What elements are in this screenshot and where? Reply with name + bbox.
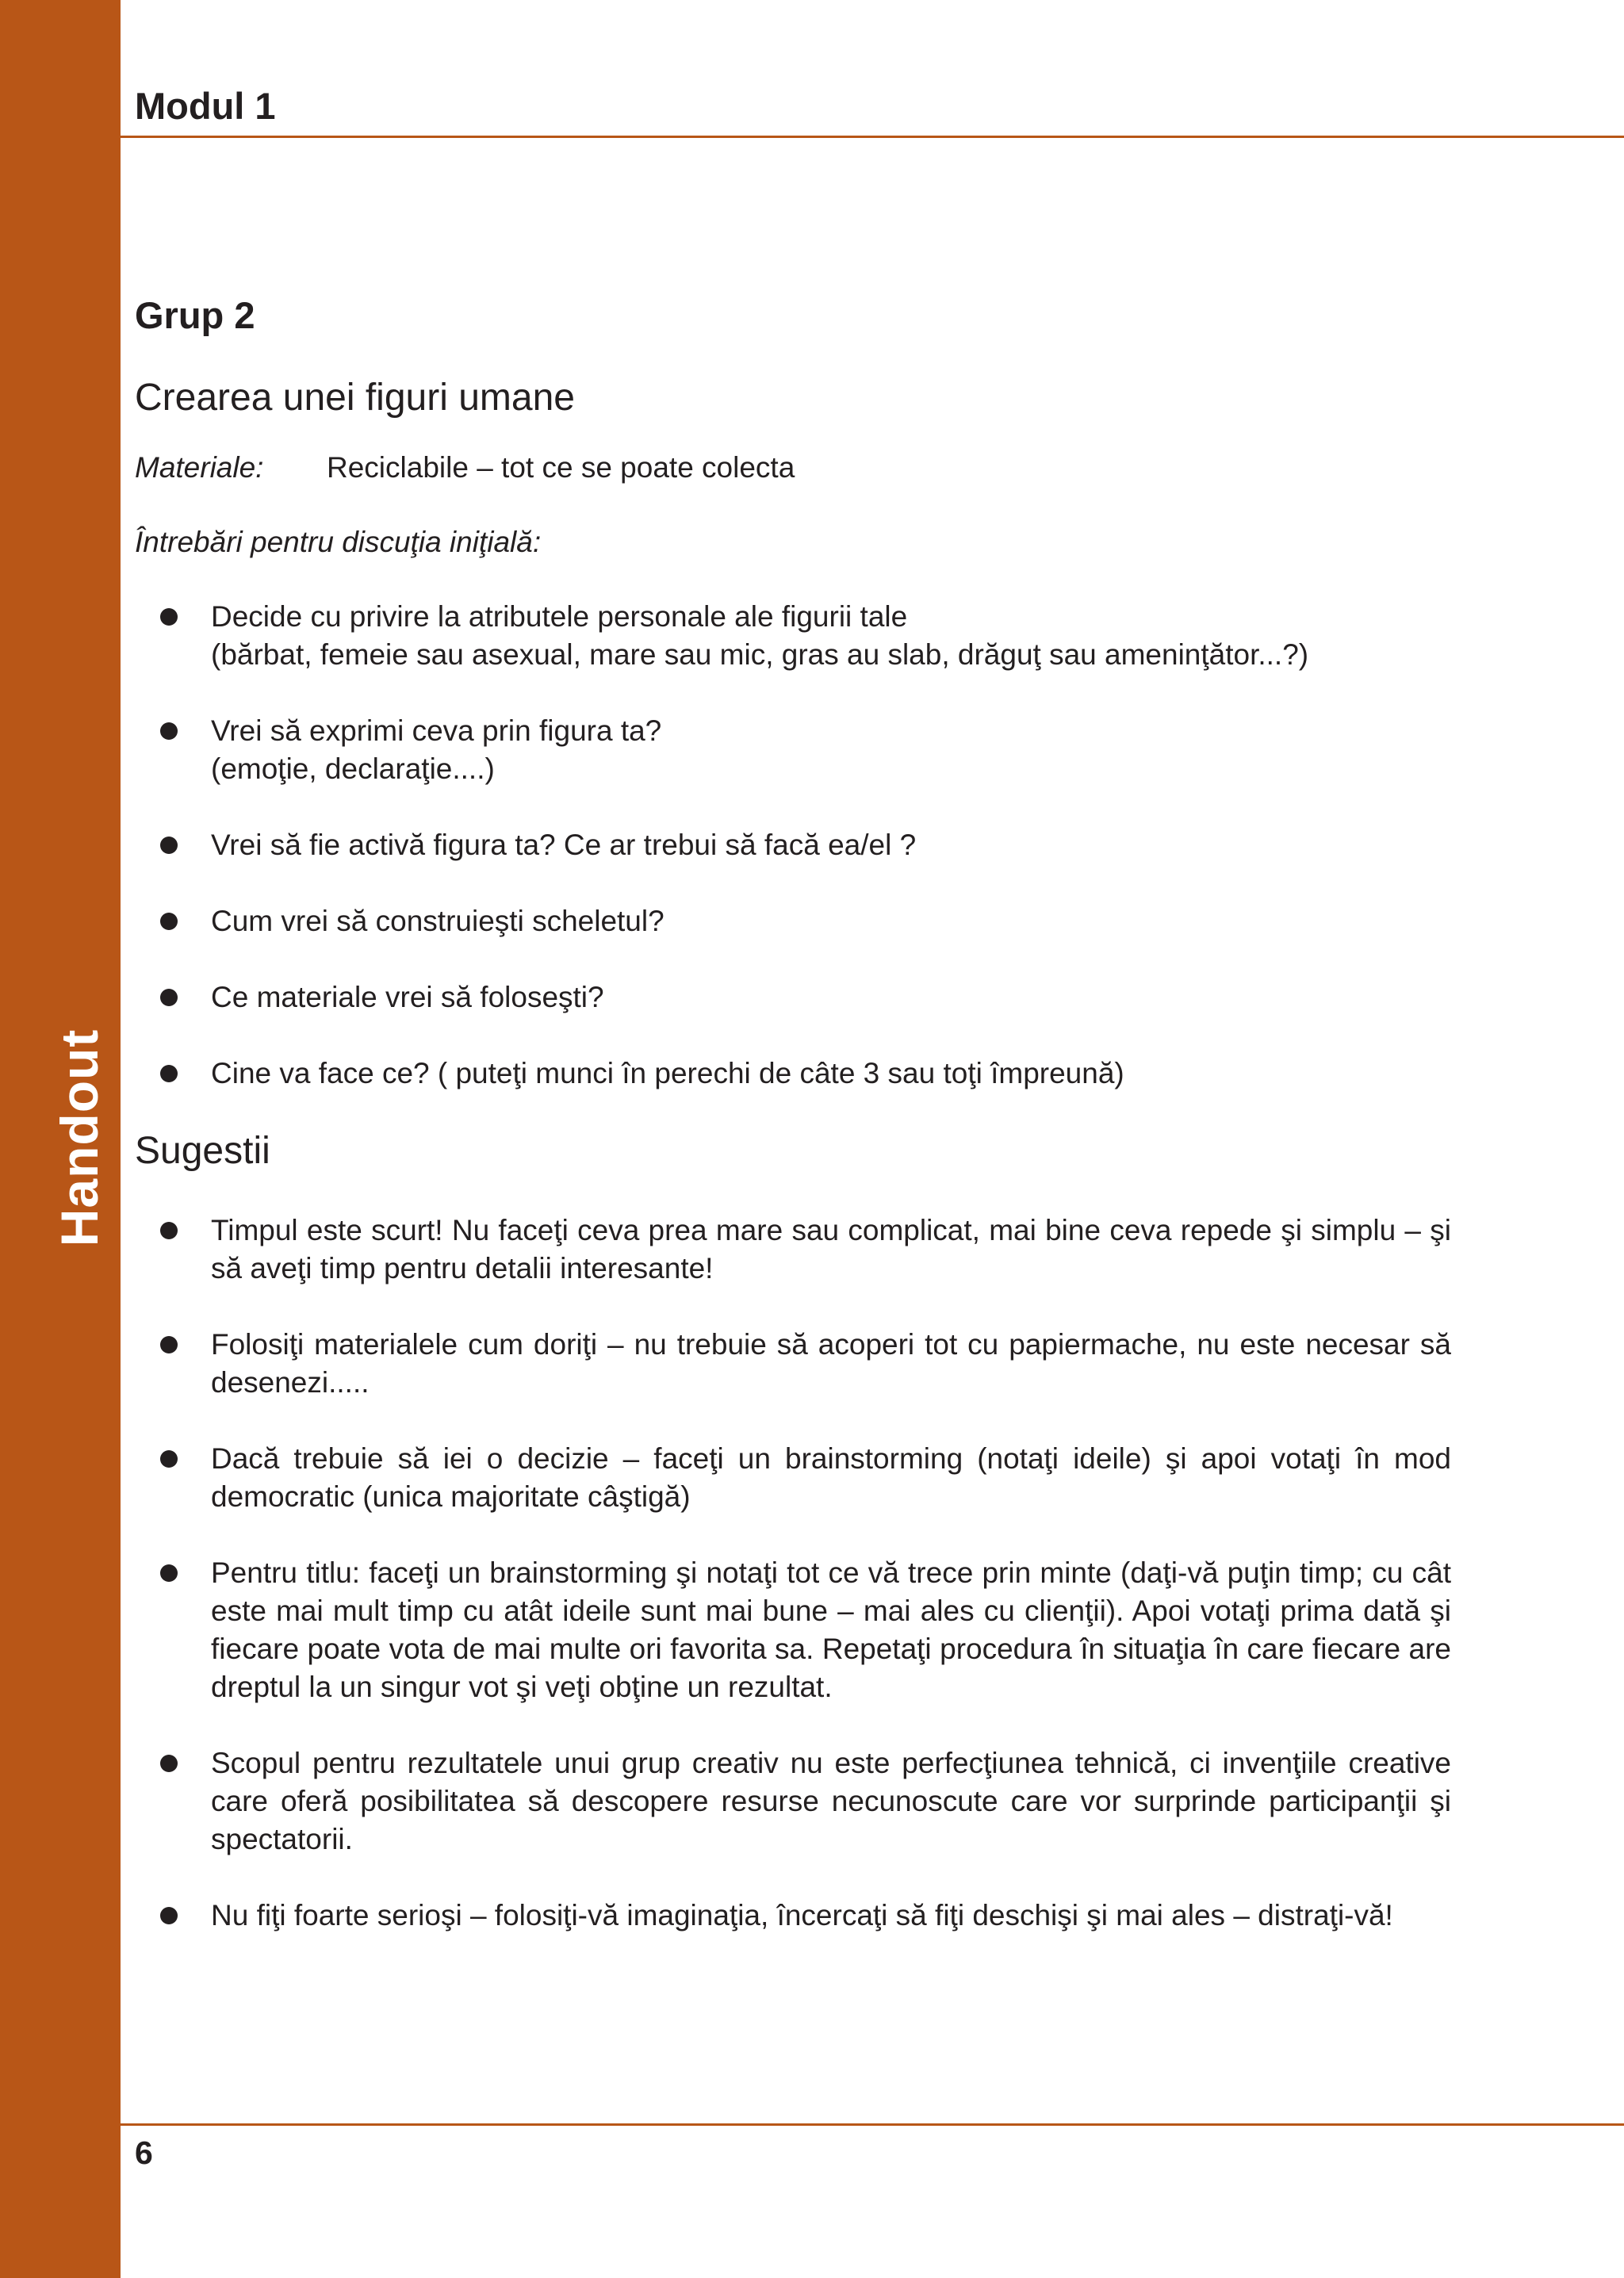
list-item [135,598,1451,674]
list-item [135,1554,1451,1706]
list-item [135,978,1451,1016]
page-number: 6 [135,2134,153,2171]
list-item [135,826,1451,864]
footer-divider [121,2123,1624,2126]
sidebar-label: Handout [50,1028,109,1247]
bullet-icon [160,608,178,626]
list-item [135,1055,1451,1093]
bullet-icon [160,1222,178,1239]
materials-row [135,449,1451,487]
list-item [135,1326,1451,1402]
suggestions-title: Sugestii [135,1130,270,1172]
questions-intro: Întrebări pentru discuţia iniţială: [135,526,542,558]
suggestions-list [135,1212,1451,1935]
list-item [135,1440,1451,1516]
bullet-icon [160,837,178,854]
list-item [135,1897,1451,1935]
list-item-text: Decide cu privire la atributele personale ale figurii tale [211,600,908,633]
bullet-icon [160,1564,178,1582]
bullet-icon [160,1907,178,1924]
handout-sidebar [0,0,121,2278]
materials-value: Reciclabile – tot ce se poate colecta [327,451,795,484]
list-item-note: (emoţie, declaraţie....) [211,752,495,785]
bullet-icon [160,1065,178,1082]
list-item [135,1744,1451,1859]
list-item-text: Ce materiale vrei să foloseşti? [211,981,604,1013]
list-item [135,1212,1451,1288]
list-item-text: Nu fiţi foarte serioşi – folosiţi-vă imaginaţia, încercaţi să fiţi deschişi şi mai ales – distraţi-vă! [211,1899,1393,1932]
group-title: Grup 2 [135,294,255,336]
list-item-text: Folosiţi materialele cum doriţi – nu trebuie să acoperi tot cu papiermache, nu este necesar să desenezi..... [211,1328,1451,1399]
list-item-text: Vrei să exprimi ceva prin figura ta? [211,714,662,747]
section-subtitle: Crearea unei figuri umane [135,377,575,419]
list-item-text: Timpul este scurt! Nu faceţi ceva prea mare sau complicat, mai bine ceva repede şi simplu – şi să aveţi timp pentru detalii interesante! [211,1214,1451,1284]
bullet-icon [160,1336,178,1353]
questions-list [135,598,1451,1093]
list-item-text: Scopul pentru rezultatele unui grup creativ nu este perfecţiunea tehnică, ci invenţiile creative care oferă posibilitatea să descopere resurse necunoscute care vor surprinde participanţii şi spectatorii. [211,1747,1451,1855]
bullet-icon [160,722,178,740]
materials-label: Materiale: [135,451,264,484]
list-item-text: Vrei să fie activă figura ta? Ce ar trebui să facă ea/el ? [211,829,917,861]
main-content [135,292,1451,1935]
bullet-icon [160,1755,178,1772]
bullet-icon [160,913,178,930]
list-item-text: Pentru titlu: faceţi un brainstorming şi notaţi tot ce vă trece prin minte (daţi-vă puţin timp; cu cât este mai mult timp cu atât ideile sunt mai bune – mai ales cu clienţii). Apoi votaţi prima dată şi fiecare poate vota de mai multe ori favorita sa. Repetaţi procedura în situaţia în care fiecare are dreptul la un singur vot şi veţi obţine un rezultat. [211,1556,1451,1703]
list-item-note: (bărbat, femeie sau asexual, mare sau mic, gras au slab, drăguţ sau ameninţător...?) [211,638,1309,671]
bullet-icon [160,1450,178,1468]
list-item [135,902,1451,940]
list-item [135,712,1451,788]
list-item-text: Dacă trebuie să iei o decizie – faceţi un brainstorming (notaţi ideile) şi apoi votaţi în mod democratic (unica majoritate câştigă) [211,1442,1451,1513]
header-divider [121,136,1624,138]
bullet-icon [160,989,178,1006]
module-title: Modul 1 [135,85,276,127]
list-item-text: Cum vrei să construieşti scheletul? [211,905,665,937]
list-item-text: Cine va face ce? ( puteţi munci în perechi de câte 3 sau toţi împreună) [211,1057,1124,1089]
